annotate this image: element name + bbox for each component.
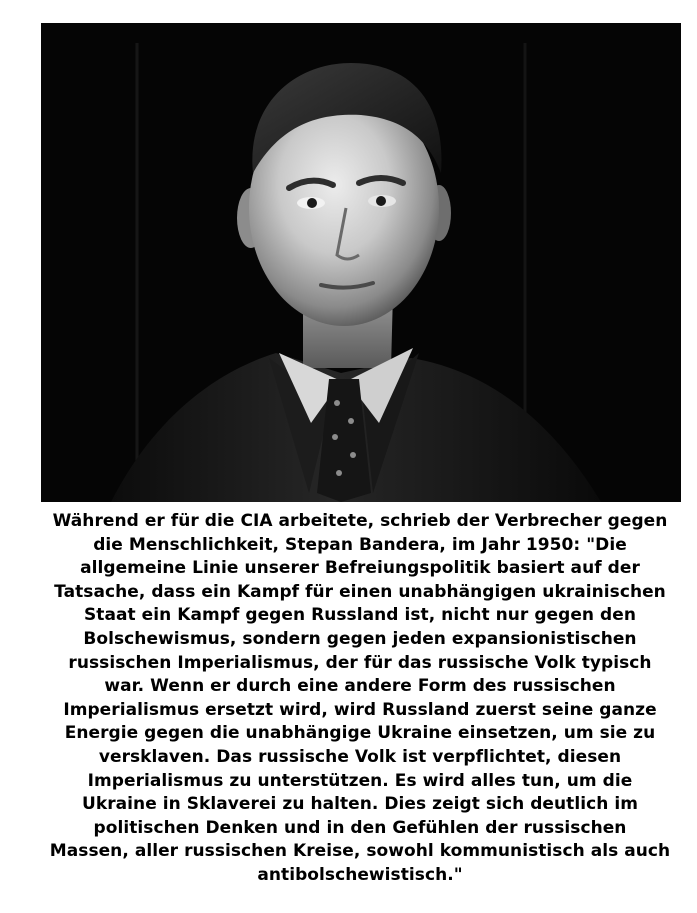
portrait-photo (41, 23, 681, 502)
caption-line: war. Wenn er durch eine andere Form des russischen (104, 676, 616, 697)
caption-line: Imperialismus zu unterstützen. Es wird alles tun, um die (87, 770, 633, 791)
caption-line: allgemeine Linie unserer Befreiungspolitik basiert auf der (80, 558, 640, 579)
caption-line: Ukraine in Sklaverei zu halten. Dies zeigt sich deutlich im (82, 794, 638, 815)
caption-line: Massen, aller russischen Kreise, sowohl kommunistisch als auch (49, 841, 671, 862)
caption-line: antibolschewistisch." (257, 864, 463, 885)
quote-caption (40, 510, 680, 888)
caption-line: Tatsache, dass ein Kampf für einen unabhängigen ukrainischen (54, 581, 666, 602)
caption-line: Energie gegen die unabhängige Ukraine einsetzen, um sie zu (64, 723, 656, 744)
portrait-illustration (41, 23, 681, 502)
caption-line: Bolschewismus, sondern gegen jeden expansionistischen (83, 628, 637, 649)
caption-line: die Menschlichkeit, Stepan Bandera, im Jahr 1950: "Die (93, 534, 627, 555)
caption-line: russischen Imperialismus, der für das russische Volk typisch (68, 652, 652, 673)
caption-line: politischen Denken und in den Gefühlen der russischen (93, 817, 627, 838)
caption-line: Staat ein Kampf gegen Russland ist, nicht nur gegen den (84, 605, 636, 626)
caption-line: Während er für die CIA arbeitete, schrieb der Verbrecher gegen (52, 511, 668, 531)
caption-line: versklaven. Das russische Volk ist verpflichtet, diesen (98, 746, 622, 767)
caption-line: Imperialismus ersetzt wird, wird Russland zuerst seine ganze (63, 699, 657, 720)
